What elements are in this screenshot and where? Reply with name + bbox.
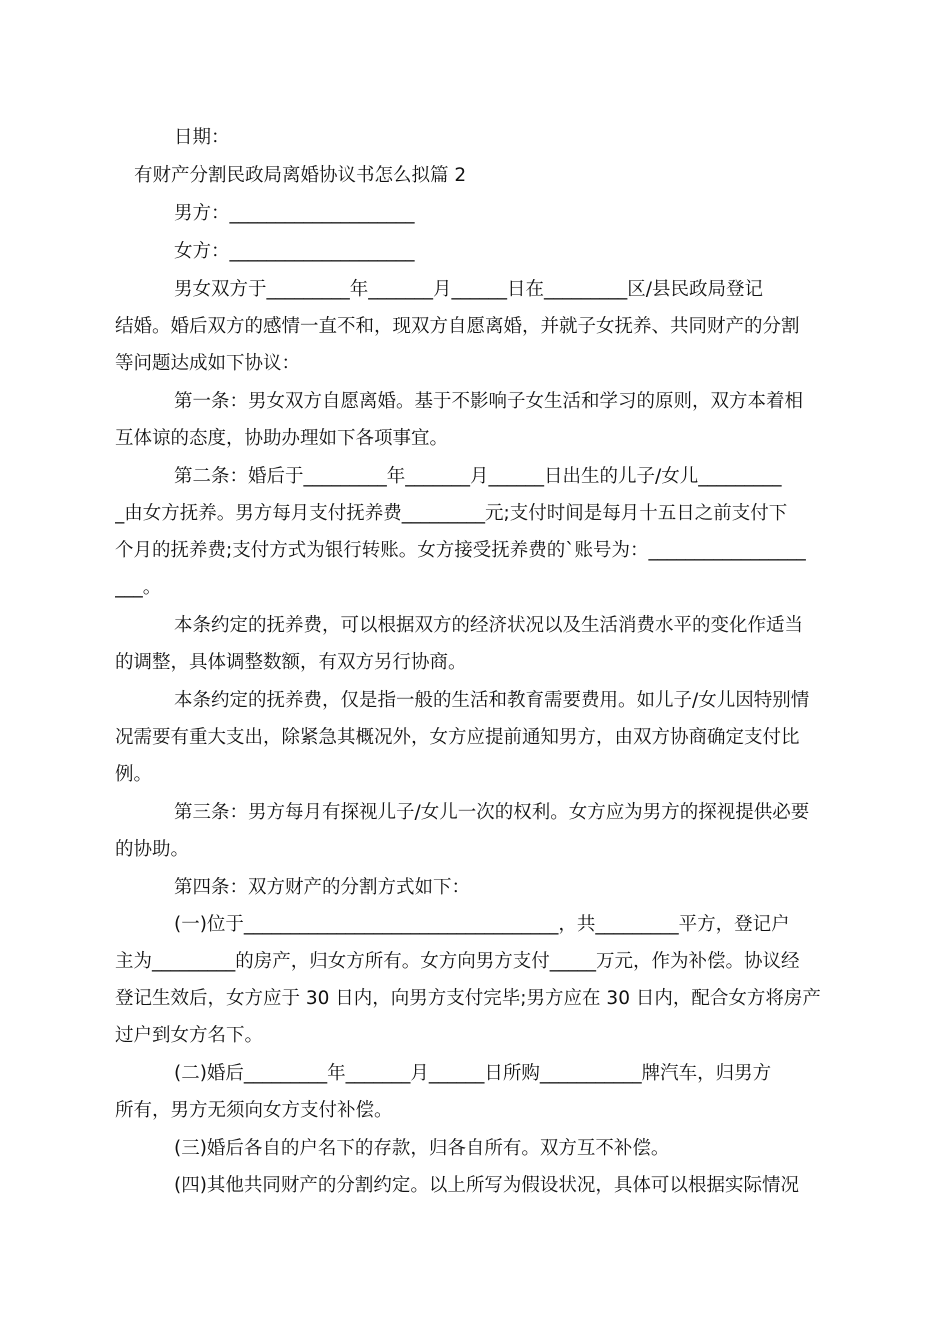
property-item-3-line: (三)婚后各自的户名下的存款，归各自所有。双方互不补偿。 (174, 1138, 670, 1159)
property-item-4-line: (四)其他共同财产的分割约定。以上所写为假设状况，具体可以根据实际情况 (174, 1175, 799, 1196)
support-scope-line: 例。 (115, 764, 153, 785)
article-3-line: 的协助。 (115, 839, 190, 860)
preamble-line: 等问题达成如下协议： (115, 353, 301, 374)
article-3-line: 第三条：男方每月有探视儿子/女儿一次的权利。女方应为男方的探视提供必要 (174, 802, 810, 823)
property-item-1-line: 主为_________的房产，归女方所有。女方向男方支付_____万元，作为补偿。协议经 (115, 951, 800, 972)
support-scope-line: 本条约定的抚养费，仅是指一般的生活和教育需要费用。如儿子/女儿因特别情 (174, 690, 810, 711)
article-2-line: 第二条：婚后于_________年_______月______日出生的儿子/女儿_________ (174, 466, 782, 487)
article-1-line: 第一条：男女双方自愿离婚。基于不影响子女生活和学习的原则，双方本着相 (174, 391, 804, 412)
property-item-1-line: (一)位于__________________________________，共_________平方，登记户 (174, 914, 790, 935)
property-item-2-line: 所有，男方无须向女方支付补偿。 (115, 1100, 393, 1121)
preamble-line: 男女双方于_________年_______月______日在_________区/县民政局登记 (174, 279, 763, 300)
article-2-line: 个月的抚养费;支付方式为银行转账。女方接受抚养费的`账号为：_________________ (115, 540, 806, 561)
support-scope-line: 况需要有重大支出，除紧急其概况外，女方应提前通知男方，由双方协商确定支付比 (115, 727, 800, 748)
property-item-1-line: 登记生效后，女方应于 30 日内，向男方支付完毕;男方应在 30 日内，配合女方将房产 (115, 988, 821, 1009)
preamble-line: 结婚。婚后双方的感情一直不和，现双方自愿离婚，并就子女抚养、共同财产的分割 (115, 316, 800, 337)
female-party-field: 女方：____________________ (174, 241, 415, 262)
date-label: 日期： (174, 127, 230, 148)
property-item-1-line: 过户到女方名下。 (115, 1025, 264, 1046)
document-subtitle: 有财产分割民政局离婚协议书怎么拟篇 2 (134, 165, 467, 186)
support-adjust-line: 本条约定的抚养费，可以根据双方的经济状况以及生活消费水平的变化作适当 (174, 615, 804, 636)
article-2-line: _由女方抚养。男方每月支付抚养费_________元;支付时间是每月十五日之前支付下 (115, 503, 788, 524)
male-party-field: 男方：____________________ (174, 203, 415, 224)
property-item-2-line: (二)婚后_________年_______月______日所购___________牌汽车，归男方 (174, 1063, 772, 1084)
article-2-line: ___。 (115, 577, 162, 598)
article-1-line: 互体谅的态度，协助办理如下各项事宜。 (115, 428, 449, 449)
article-4-heading: 第四条：双方财产的分割方式如下： (174, 877, 471, 898)
support-adjust-line: 的调整，具体调整数额，有双方另行协商。 (115, 652, 467, 673)
